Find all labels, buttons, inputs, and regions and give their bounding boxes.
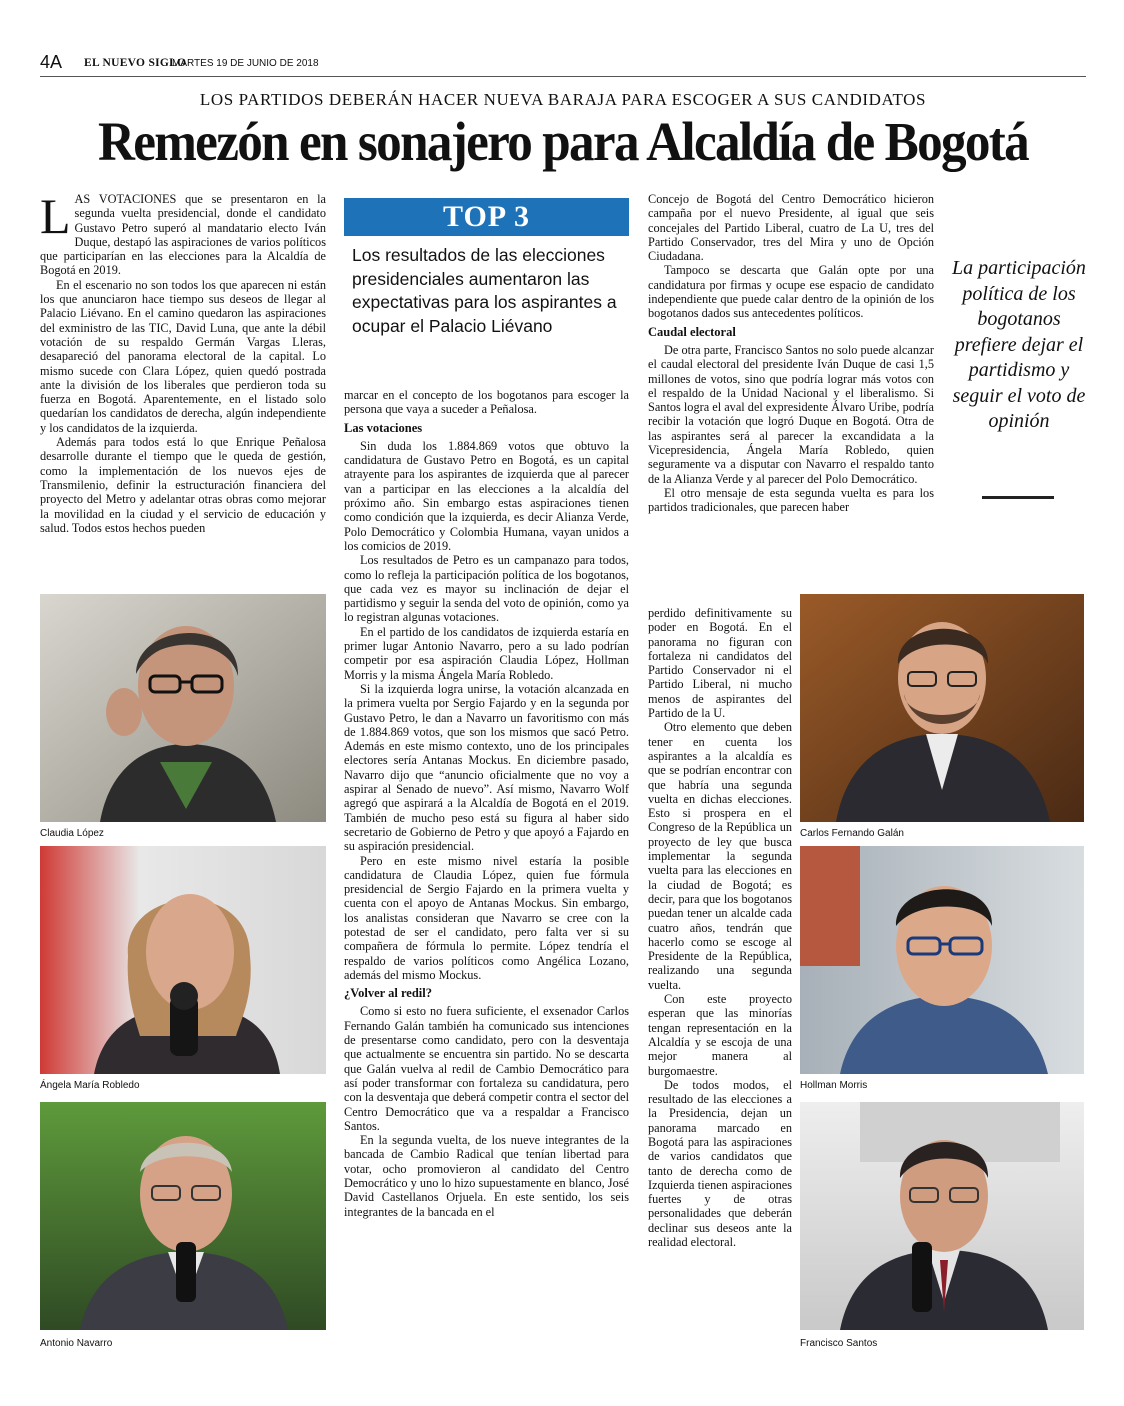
article-column-1 bbox=[40, 188, 326, 535]
article-column-3-narrow bbox=[648, 606, 792, 1249]
drop-cap: L bbox=[40, 188, 71, 244]
page-number: 4A bbox=[40, 52, 63, 72]
top3-summary: Los resultados de las elecciones presidenciales aumentaron las expectativas para los aspirantes a ocupar el Palacio Liévano bbox=[352, 245, 617, 336]
subheading: Las votaciones bbox=[344, 420, 423, 435]
paragraph: Además para todos está lo que Enrique Peñalosa desarrolle durante el tiempo que le queda de gestión, como la implementación de los nuevos ejes de Transmilenio, definir la estructuración financiera del proyecto del Metro y adelantar otras obras como mejorar la movilidad en la ciudad y el servicio de educación y salud. Todos estos hechos pueden bbox=[40, 435, 326, 535]
photo-caption: Carlos Fernando Galán bbox=[800, 828, 904, 839]
paragraph: El otro mensaje de esta segunda vuelta es para los partidos tradicionales, que parecen haber bbox=[648, 485, 934, 515]
paragraph: Sin duda los 1.884.869 votos que obtuvo la candidatura de Gustavo Petro en Bogotá, es un capital atrayente para los aspirantes de izquierda que al parecer van a participar en las elecciones a la alcaldía del próximo año. Sin embargo estas aspiraciones tienen como condición que la izquierda, es decir Alianza Verde, Polo Democrático y Colombia Humana, vayan unidos a los comicios de 2019. bbox=[344, 438, 629, 553]
photo-francisco-santos bbox=[800, 1102, 1084, 1330]
newspaper-name: EL NUEVO SIGLO bbox=[84, 57, 187, 69]
paragraph: Si la izquierda logra unirse, la votación alcanzada en la primera vuelta por Sergio Fajardo y en la segunda por Gustavo Petro, le dan a Navarro un favoritismo con más de 1.884.869 votos, que son los mismos que sacó Petro. Además en este mismo contexto, uno de los principales electores sería Antanas Mockus. En diciembre pasado, Navarro dijo que “anuncio oficialmente que no voy a aspirar al Senado de nuevo”. Así mismo, Navarro Wolf agregó que aspirará a la Alcaldía de Bogotá en el 2019. También de mucho peso está su figura al haber sido secretario de Gobierno de Petro y que apoyó a Fajardo en su aspiración presidencial. bbox=[344, 681, 629, 854]
paragraph: Tampoco se descarta que Galán opte por una candidatura por firmas y ocupe ese espacio de candidato independiente que puede calar dentro de la opinión de los bogotanos dados sus antecedentes políticos. bbox=[648, 263, 934, 321]
paragraph: Otro elemento que deben tener en cuenta los aspirantes a la alcaldía es que se podrían encontrar con que habría una segunda vuelta en dichas elecciones. Esto si prospera en el Congreso de la República un proyecto de ley que busca implementar la segunda vuelta para las elecciones en la ciudad de Bogotá; es decir, para que los bogotanos puedan tener un alcalde cada cuatro años, tendrán que hacerlo como se escoge al Presidente de la República, realizando una segunda vuelta. bbox=[648, 720, 792, 992]
article-column-3 bbox=[648, 192, 934, 515]
paragraph: De todos modos, el resultado de las elecciones a la Presidencia, dejan un panorama marcado en Bogotá para las aspiraciones de varios candidatos que tanto de derecha como de Izquierda tienen aspiraciones fuertes y de otras personalidades que deberán declinar sus deseos ante la realidad electoral. bbox=[648, 1077, 792, 1250]
subheading: ¿Volver al redil? bbox=[344, 986, 432, 1001]
paragraph: Pero en este mismo nivel estaría la posible candidatura de Claudia López, quien fue fórmula presidencial de Sergio Fajardo en la primera vuelta y cuenta con el apoyo de Antanas Mockus. Sin embargo, los analistas consideran que Navarro se cree con la potestad de ser el candidato, pero falta ver si su compañera de fórmula lo permite. López tendría el respaldo de varios políticos como Angélica Lozano, además del mismo Mockus. bbox=[344, 853, 629, 982]
photo-caption: Francisco Santos bbox=[800, 1338, 878, 1349]
photo-caption: Hollman Morris bbox=[800, 1080, 868, 1091]
paragraph: Con este proyecto esperan que las minorías tengan representación en la Alcaldía y se escoja de una mejor manera al burgomaestre. bbox=[648, 992, 792, 1078]
lead-paragraph: LAS VOTACIONES que se presentaron en la segunda vuelta presidencial, donde el candidato Gustavo Petro superó al mandatario electo Iván Duque, destapó las aspiraciones de varios políticos que participarían en las elecciones para la Alcaldía de Bogotá en 2019. bbox=[40, 188, 326, 278]
paragraph: Los resultados de Petro es un campanazo para todos, como lo refleja la participación política de los bogotanos, que cada vez es mayor su inclinación de dejar el partidismo y seguir la senda del voto de opinión, como ya lo registran algunas votaciones. bbox=[344, 553, 629, 625]
paragraph: perdido definitivamente su poder en Bogotá. En el panorama no figuran con fortaleza ni candidatos del Partido Conservador ni el Partido Liberal, ni mucho menos de aspirantes del Partido de la U. bbox=[648, 606, 792, 721]
paragraph: De otra parte, Francisco Santos no solo puede alcanzar el caudal electoral del presidente Iván Duque de casi 1,5 millones de votos, sino que podría lograr más votos con el respaldo de la Unidad Nacional y el liberalismo. Si Santos logra el aval del expresidente Álvaro Uribe, podría recibir la votación que logró Duque en Bogotá. Otra de las aspirantes será al parecer la excandidata a la Vicepresidencia, Ángela María Robledo, quien seguramente va a disputar con Navarro el respaldo tanto de la Alianza Verde y al parecer del Polo Democrático. bbox=[648, 342, 934, 486]
paragraph: En el partido de los candidatos de izquierda estaría en primer lugar Antonio Navarro, pero a su lado podrían competir por esa aspiración Claudia López, Hollman Morris y la misma Ángela María Robledo. bbox=[344, 624, 629, 682]
article-column-2 bbox=[344, 388, 629, 1219]
photo-claudia-lopez bbox=[40, 594, 326, 822]
photo-caption: Ángela María Robledo bbox=[40, 1080, 140, 1091]
issue-date: MARTES 19 DE JUNIO DE 2018 bbox=[172, 58, 319, 69]
top3-banner: TOP 3 bbox=[344, 198, 629, 236]
paragraph: En la segunda vuelta, de los nueve integrantes de la bancada de Cambio Radical que tenían libertad para votar, ocho promovieron al candidato del Centro Democrático y uno lo hizo supuestamente en blanco, José David Castellanos Orjuela. En este sentido, los seis integrantes de la bancada en el bbox=[344, 1133, 629, 1219]
paragraph: En el escenario no son todos los que aparecen ni están los que anunciaron hace tiempo sus deseos de llegar al Palacio Liévano. En el camino quedaron las aspiraciones del exministro de las TIC, David Luna, que ante la débil votación de su respaldo Germán Vargas Lleras, desapareció del panorama electoral de la capital. Lo mismo sucede con Clara López, quien quedó postrada ante la división de los liberales que perdieron toda su fuerza en Bogotá. Aparentemente, en el listado solo quedarían los candidatos de derecha, algún independiente y los candidatos de la izquierda. bbox=[40, 277, 326, 435]
subheading: Caudal electoral bbox=[648, 324, 736, 339]
pull-quote-rule bbox=[982, 496, 1054, 499]
photo-antonio-navarro bbox=[40, 1102, 326, 1330]
headline: Remezón en sonajero para Alcaldía de Bogotá bbox=[97, 111, 1029, 172]
kicker: LOS PARTIDOS DEBERÁN HACER NUEVA BARAJA PARA ESCOGER A SUS CANDIDATOS bbox=[199, 90, 927, 109]
paragraph: marcar en el concepto de los bogotanos para escoger la persona que vaya a suceder a Peñalosa. bbox=[344, 388, 629, 417]
photo-caption: Claudia López bbox=[40, 828, 104, 839]
lead-in: AS VOTACIONES bbox=[74, 192, 177, 206]
photo-hollman-morris bbox=[800, 846, 1084, 1074]
paragraph: Como si esto no fuera suficiente, el exsenador Carlos Fernando Galán también ha comunicado sus intenciones de presentarse como candidato, pero con la desventaja que actualmente se encuentra sin partido. No se descarta que Galán vuelva al redil de Cambio Democrático para así poder transformar con fortaleza su candidatura, pero con la desventaja que deberá competir contra el sector del Centro Democrático que va a respaldar a Francisco Santos. bbox=[344, 1004, 629, 1133]
photo-caption: Antonio Navarro bbox=[40, 1338, 113, 1349]
photo-carlos-fernando-galan bbox=[800, 594, 1084, 822]
pull-quote: La participación política de los bogotanos prefiere dejar el partidismo y seguir el voto de opinión bbox=[952, 257, 1086, 432]
photo-angela-maria-robledo bbox=[40, 846, 326, 1074]
paragraph: Concejo de Bogotá del Centro Democrático hicieron campaña por el nuevo Presidente, al igual que seis concejales del Partido Liberal, cuatro de La U, tres del Partido Conservador, tres del Mira y uno de Opción Ciudadana. bbox=[648, 192, 934, 264]
header-rule bbox=[40, 76, 1086, 77]
